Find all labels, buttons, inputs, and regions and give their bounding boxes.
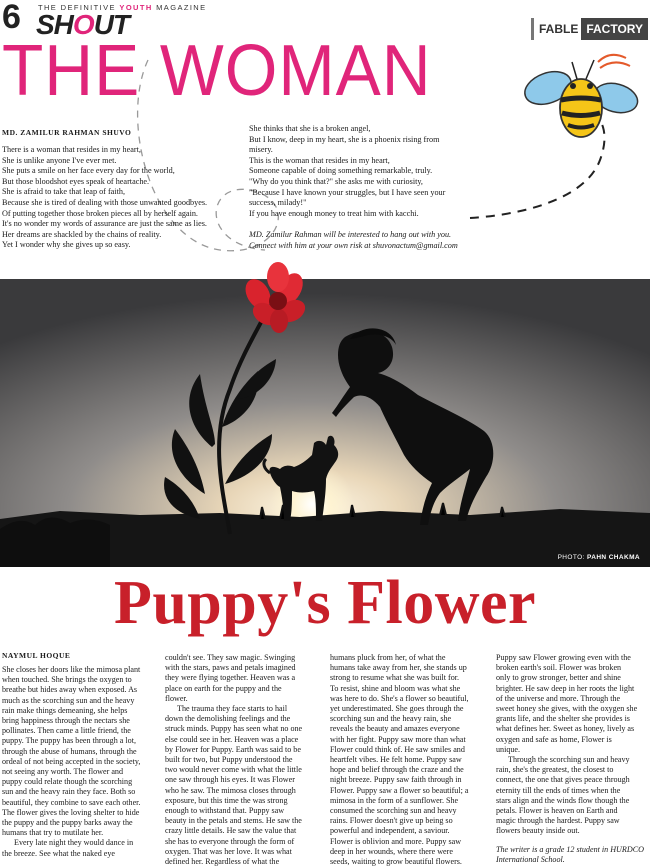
story-line: grants life, and the shelter she provides is — [496, 714, 630, 724]
story-line: seeds, waiting to grow beautiful flowers. — [330, 857, 462, 867]
story-line: much as the scorching sun and the heavy — [2, 695, 135, 705]
story-line: down the demolishing feelings and the — [165, 714, 291, 724]
story-line: exposure, but this time the was strong — [165, 795, 288, 805]
story-line: was here to do. She's a flower so beautiful, — [330, 693, 469, 703]
story-line: Through the scorching sun and heavy — [508, 755, 630, 765]
story-line: hope and belief through the craze and the — [330, 765, 464, 775]
story-line: built for two, but Puppy understood the — [165, 755, 293, 765]
story-line: heartfelt vibes. He felt home. Puppy saw — [330, 755, 462, 765]
story-line: defined her. Regardless of what the — [165, 857, 280, 867]
poem-line: Her dreams are shackled by the chains of reality. — [2, 229, 162, 239]
story-line: who he saw. The mimosa closes through — [165, 785, 296, 795]
story-line: by Flower for Puppy. Earth was said to be — [165, 744, 301, 754]
story-line: pollinates. Then came a little friend, the — [2, 726, 131, 736]
story-line: beauty in the petals and stems. He saw the — [165, 816, 302, 826]
story-line: enough to withstand that. Puppy saw — [165, 806, 285, 816]
story-line: flower. — [165, 693, 188, 703]
story-line: puppy. The puppy has been through a lot, — [2, 736, 136, 746]
story-line: scorching sun and the heavy rain, she — [330, 714, 452, 724]
poem-line: If you have enough money to treat him with kacchi. — [249, 208, 419, 218]
story-line: Every late night they would dance in — [14, 838, 134, 848]
story-line: strong to resume what she was built for. — [330, 673, 460, 683]
story-line: couldn't see. They saw magic. Swinging — [165, 653, 296, 662]
story-column-3 — [330, 653, 490, 867]
story-line: brighter. He saw deep in her roots the light — [496, 683, 635, 693]
story-line: night breeze. Puppy saw faith through in — [330, 775, 462, 785]
story-line: only to grow stronger, better and shine — [496, 673, 621, 683]
story-line: broken earth's soil. Flower was broken — [496, 663, 622, 673]
story-line: with her fight. Puppy saw more than what — [330, 734, 466, 744]
story-line: place on earth for the puppy and the — [165, 683, 282, 693]
poem-line: success, milady!" — [249, 198, 307, 208]
page-number: 6 — [2, 0, 21, 36]
poem-right-column — [249, 124, 539, 252]
story-line: what defines her. Sweet as honey, lively as — [496, 724, 635, 734]
poem-left-column — [2, 145, 247, 251]
story-line: reveals the beauty and amazes everyone — [330, 724, 460, 734]
story-column-1 — [2, 665, 158, 859]
story-line: ordeal of not being accepted in the society, — [2, 756, 141, 766]
story-line: powerful and independent, a saviour. — [330, 826, 450, 836]
poem-line: But those bloodshot eyes speak of heartache. — [2, 176, 150, 186]
story-line: She closes her doors like the mimosa plant — [2, 665, 141, 674]
story-line: humans take away from her, she stands up — [330, 663, 467, 673]
story-column-4 — [496, 653, 650, 865]
story-line: puppy could relate though the scorching — [2, 777, 133, 787]
poem-line: misery. — [249, 145, 273, 155]
story-line: rain, she's the greatest, the closest to — [496, 765, 614, 775]
story-line: through the abuse of humans, through the — [2, 746, 137, 756]
poem-line: There is a woman that resides in my heart, — [2, 145, 141, 154]
story-line: struck minds. Puppy has seen what no one — [165, 724, 303, 734]
story-line: Flower. Puppy saw a flower so beautiful; a — [330, 785, 469, 795]
story-author: NAYMUL HOQUE — [2, 651, 71, 660]
story-line: crazy little details. He saw the value that — [165, 826, 297, 836]
poem-author: MD. ZAMILUR RAHMAN SHUVO — [2, 128, 132, 137]
story-line: beautiful, they combine to save each other. — [2, 797, 141, 807]
story-line: they were flying together. Heaven was a — [165, 673, 296, 683]
story-line: The flower gives the loving shelter to hide — [2, 807, 140, 817]
story-line: consumed the scorching sun and heavy — [330, 806, 457, 816]
story-line: humans that try to mutilate her. — [2, 828, 104, 838]
story-line: rains. Flower doesn't give up being so — [330, 816, 453, 826]
story-line: she has to everyone through the form of — [165, 836, 295, 846]
shout-logo: SHOUT — [36, 9, 130, 40]
poem-line: "Because I have known your struggles, but I have seen your — [249, 187, 446, 197]
story-line: the breeze. See what the naked eye — [2, 848, 116, 858]
poem-author-note: MD. Zamilur Rahman will be interested to hang out with you. Connect with him at your own risk at shuvonactum@gmail.com — [249, 230, 458, 250]
story-line: of the universe and more. Through the — [496, 693, 621, 703]
story-line: petals. Flower is heaven on Earth and — [496, 806, 618, 816]
story-line: else could see in her. Heaven was a place — [165, 734, 299, 744]
story-line: rain make things demeaning, she helps — [2, 705, 128, 715]
poem-line: Of putting together those broken pieces all by herself again. — [2, 208, 198, 218]
story-line: magic through the hardest. Puppy saw — [496, 816, 620, 826]
story-title: Puppy's Flower — [113, 569, 537, 637]
story-line: Flower is oblivion and more. Puppy saw — [330, 836, 462, 846]
story-line: breathe but hides away when exposed. As — [2, 685, 138, 695]
story-line: the puppy and the puppy barks away the — [2, 818, 133, 828]
story-line: mimosa in the form of a sunflower. She — [330, 795, 459, 805]
story-line: Puppy saw Flower growing even with the — [496, 653, 631, 662]
silhouette-photo — [0, 279, 650, 567]
story-line: connect, the one that gives peace through — [496, 775, 630, 785]
story-line: when touched. She brings the oxygen to — [2, 675, 132, 685]
story-line: not seeing any worth. The flower and — [2, 767, 123, 777]
story-line: oxygen and safe as home, Flower is — [496, 734, 612, 744]
story-line: yet underestimated. She goes through the — [330, 704, 464, 714]
story-line: stars align and the winds flow though the — [496, 795, 630, 805]
poem-title: THE WOMAN — [2, 31, 432, 111]
story-line: one saw through his eyes. It was Flower — [165, 775, 295, 785]
story-line: unique. — [496, 744, 521, 754]
story-column-2 — [165, 653, 325, 867]
story-line: bring happiness through the nectars she — [2, 716, 130, 726]
poem-line: This is the woman that resides in my heart, — [249, 155, 390, 165]
poem-line: It's no wonder my words of assurance are just the same as lies. — [2, 219, 207, 229]
photo-credit: PHOTO: PAHN CHAKMA — [557, 554, 640, 561]
poem-line: Someone capable of doing something remarkable, truly. — [249, 166, 433, 176]
poem-line: She puts a smile on her face every day for the world, — [2, 166, 175, 176]
poem-line: "Why do you think that?" she asks me with curiosity, — [249, 176, 423, 186]
story-line: deep in her wounds, where there were — [330, 846, 453, 856]
story-line: flowers beauty inside out. — [496, 826, 580, 836]
story-line: eternity till the ends of times when the — [496, 785, 621, 795]
story-line: Flower could think of. He saw smiles and — [330, 744, 465, 754]
poem-line: Yet I wonder why she gives up so easy. — [2, 240, 131, 250]
poem-line: She is unlike anyone I've ever met. — [2, 155, 117, 165]
story-line: oxygen. That was her love. It was what — [165, 846, 292, 856]
magazine-tagline: THE DEFINITIVE YOUTH MAGAZINE — [38, 3, 207, 12]
poem-line: But I know, deep in my heart, she is a phoenix rising from — [249, 134, 440, 144]
fable-factory-badge: FABLE FACTORY — [531, 18, 648, 40]
story-line: humans pluck from her, of what the — [330, 653, 446, 662]
story-line: two would never come with what the little — [165, 765, 302, 775]
story-line: To resist, shine and bloom was what she — [330, 683, 461, 693]
story-line: sweet honey she gives, with the oxygen she — [496, 704, 638, 714]
writer-note: The writer is a grade 12 student in HURDCO International School. — [496, 844, 644, 864]
poem-line: She is afraid to take that leap of faith, — [2, 187, 125, 197]
story-line: sun and the heavy rain they face. Both so — [2, 787, 136, 797]
poem-line: She thinks that she is a broken angel, — [249, 124, 371, 133]
story-line: with the stars, paws and petals imagined — [165, 663, 296, 673]
story-line: The trauma they face starts to hail — [177, 704, 288, 714]
poem-line: Because she is tired of dealing with those unwanted goodbyes. — [2, 197, 208, 207]
